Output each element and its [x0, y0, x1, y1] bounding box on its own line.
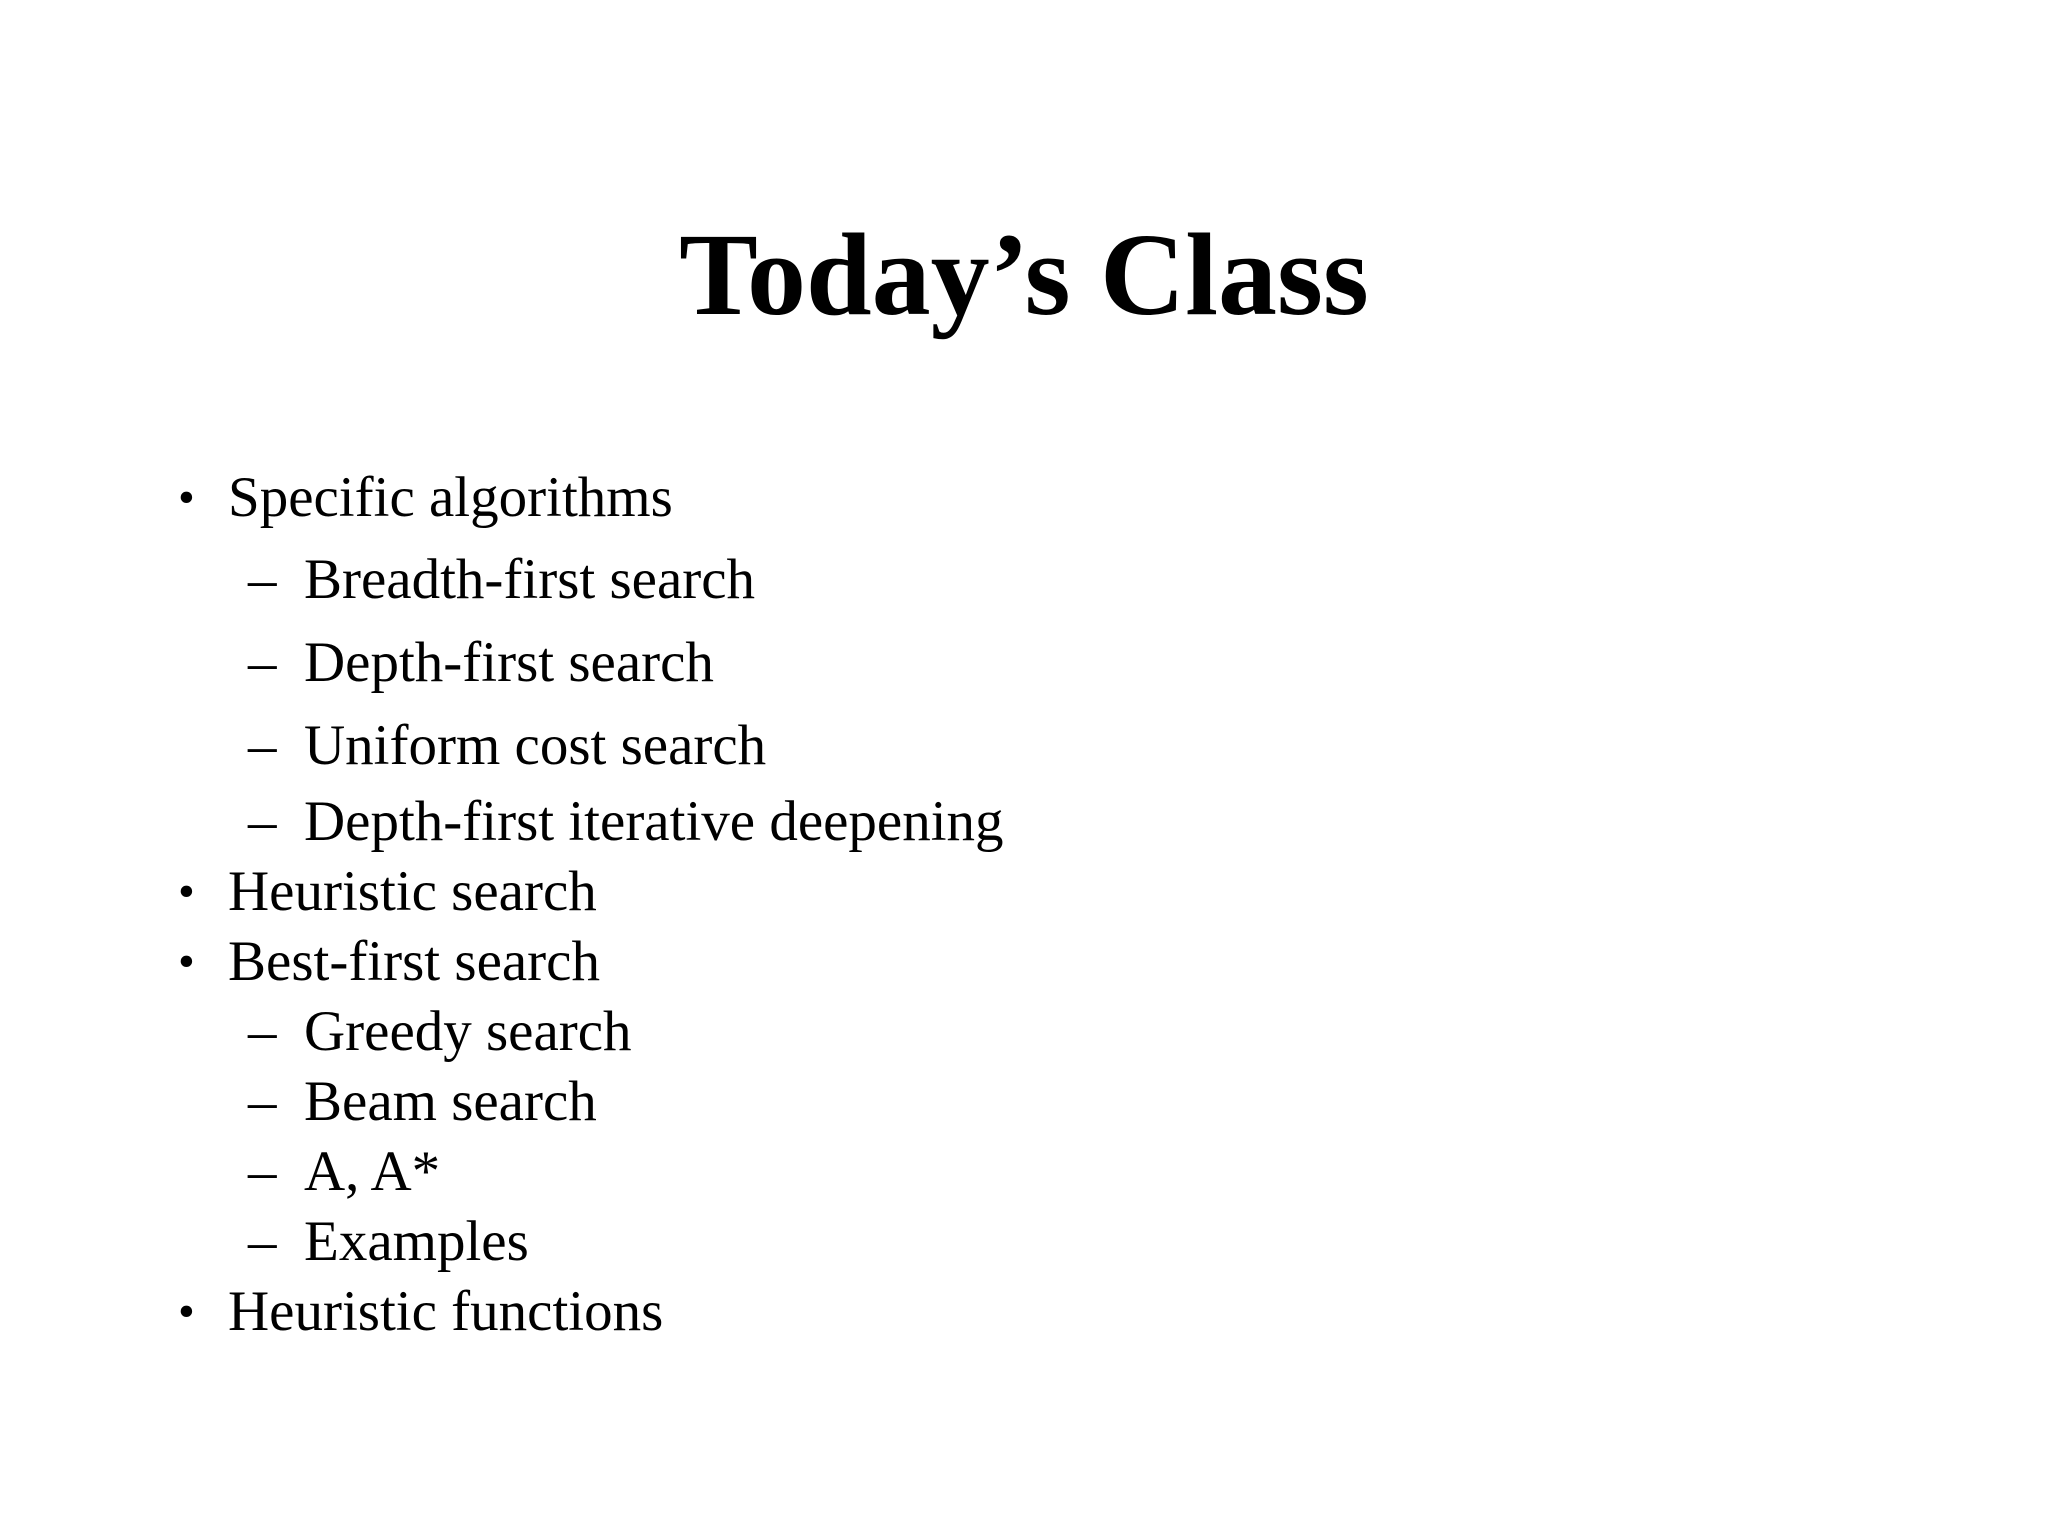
bullet-list [170, 458, 1870, 1347]
sub-bullet-text: Depth-first search [304, 631, 714, 694]
bullet-text: Specific algorithms [228, 466, 673, 529]
bullet-marker: • [178, 865, 195, 918]
sub-bullet-text: Uniform cost search [304, 714, 767, 777]
bullet-marker: • [178, 471, 195, 524]
dash-marker: – [248, 714, 277, 777]
bullet-item [170, 927, 1870, 997]
dash-marker: – [248, 1000, 277, 1063]
sub-bullet-text: Beam search [304, 1070, 597, 1133]
sub-bullet-text: Examples [304, 1210, 529, 1273]
sub-bullet-item [170, 538, 1870, 621]
sub-bullet-item [170, 621, 1870, 704]
bullet-marker: • [178, 935, 195, 988]
bullet-marker: • [178, 1285, 195, 1338]
bullet-text: Heuristic search [228, 860, 597, 923]
sub-bullet-text: Breadth-first search [304, 548, 756, 611]
dash-marker: – [248, 548, 277, 611]
sub-bullet-item [170, 1137, 1870, 1207]
dash-marker: – [248, 1140, 277, 1203]
sub-bullet-text: Depth-first iterative deepening [304, 790, 1004, 853]
sub-bullet-text: A, A* [304, 1140, 441, 1203]
dash-marker: – [248, 790, 277, 853]
dash-marker: – [248, 1210, 277, 1273]
sub-bullet-item [170, 1207, 1870, 1277]
sub-bullet-text: Greedy search [304, 1000, 632, 1063]
sub-bullet-item [170, 1067, 1870, 1137]
sub-bullet-item [170, 787, 1870, 857]
bullet-item [170, 857, 1870, 927]
bullet-text: Heuristic functions [228, 1280, 664, 1343]
dash-marker: – [248, 1070, 277, 1133]
bullet-text: Best-first search [228, 930, 600, 993]
sub-bullet-item [170, 997, 1870, 1067]
bullet-item [170, 458, 1870, 538]
slide-title: Today’s Class [679, 209, 1369, 340]
bullet-item [170, 1277, 1870, 1347]
dash-marker: – [248, 631, 277, 694]
sub-bullet-item [170, 704, 1870, 787]
